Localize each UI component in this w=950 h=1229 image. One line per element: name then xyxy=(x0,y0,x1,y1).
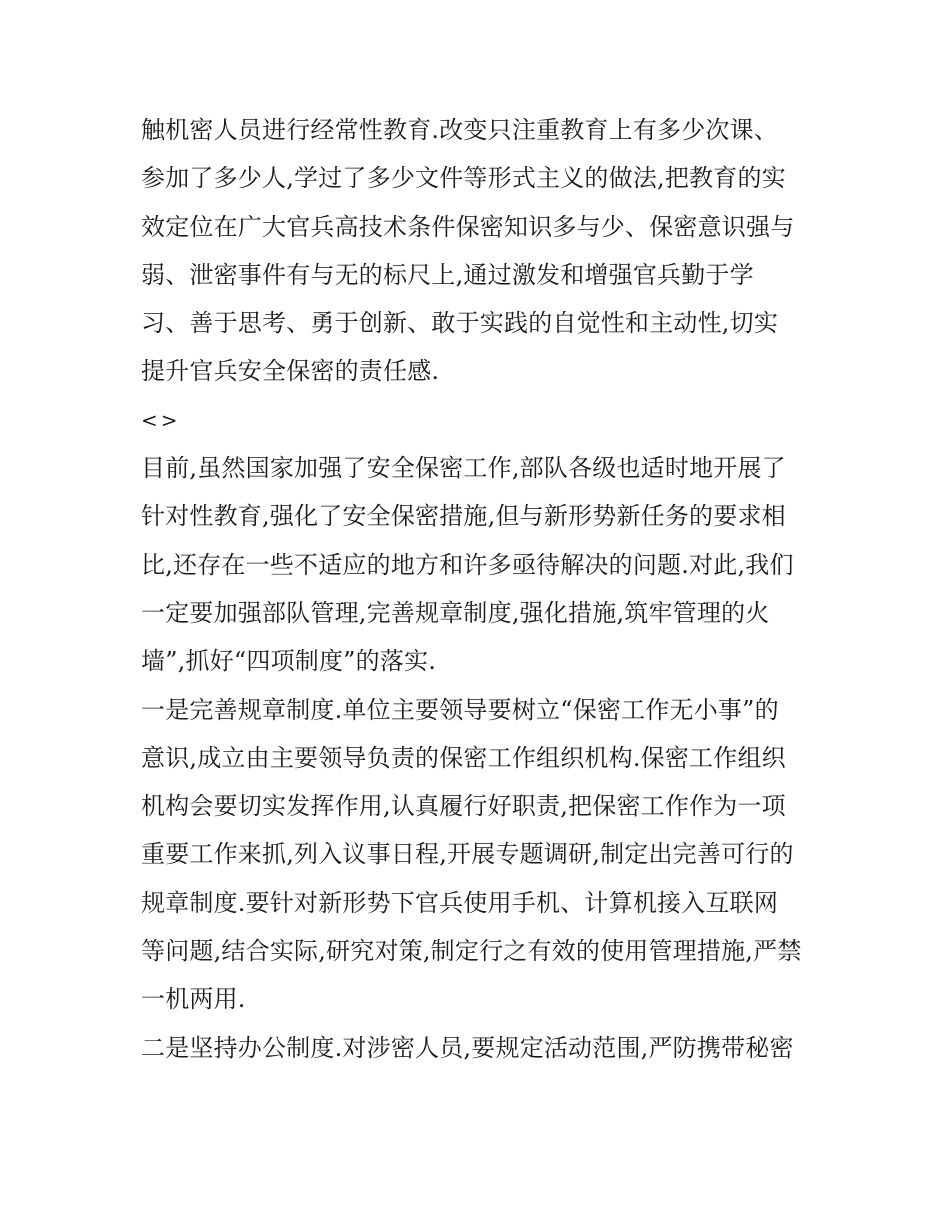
text-line: 二是坚持办公制度.对涉密人员,要规定活动范围,严防携带秘密 xyxy=(141,1033,794,1062)
document-body xyxy=(141,106,821,1072)
text-line: 提升官兵安全保密的责任感. xyxy=(141,357,440,386)
text-line: 参加了多少人,学过了多少文件等形式主义的做法,把教育的实 xyxy=(141,164,786,193)
text-line: 一机两用. xyxy=(141,985,246,1014)
text-line: 意识,成立由主要领导负责的保密工作组织机构.保密工作组织 xyxy=(141,743,786,772)
text-line: 触机密人员进行经常性教育.改变只注重教育上有多少次课、 xyxy=(141,116,779,144)
text-line: 规章制度.要针对新形势下官兵使用手机、计算机接入互联网 xyxy=(141,888,779,917)
text-line: 习、善于思考、勇于创新、敢于实践的自觉性和主动性,切实 xyxy=(141,309,779,338)
text-line: 一定要加强部队管理,完善规章制度,强化措施,筑牢管理的火 xyxy=(141,598,770,627)
text-line: 等问题,结合实际,研究对策,制定行之有效的使用管理措施,严禁 xyxy=(141,937,802,966)
text-line: 目前,虽然国家加强了安全保密工作,部队各级也适时地开展了 xyxy=(141,454,786,483)
section-marker: <> xyxy=(141,407,181,432)
text-line: 针对性教育,强化了安全保密措施,但与新形势新任务的要求相 xyxy=(141,502,786,531)
text-line: 墙”,抓好“四项制度”的落实. xyxy=(141,647,437,676)
text-line: 效定位在广大官兵高技术条件保密知识多与少、保密意识强与 xyxy=(141,212,795,241)
text-line: 一是完善规章制度.单位主要领导要树立“保密工作无小事”的 xyxy=(141,695,779,724)
text-line: 重要工作来抓,列入议事日程,开展专题调研,制定出完善可行的 xyxy=(141,840,794,869)
text-line: 机构会要切实发挥作用,认真履行好职责,把保密工作作为一项 xyxy=(141,792,786,821)
text-line: 弱、泄密事件有与无的标尺上,通过激发和增强官兵勤于学 xyxy=(141,260,754,289)
text-line: 比,还存在一些不适应的地方和许多亟待解决的问题.对此,我们 xyxy=(141,550,794,579)
